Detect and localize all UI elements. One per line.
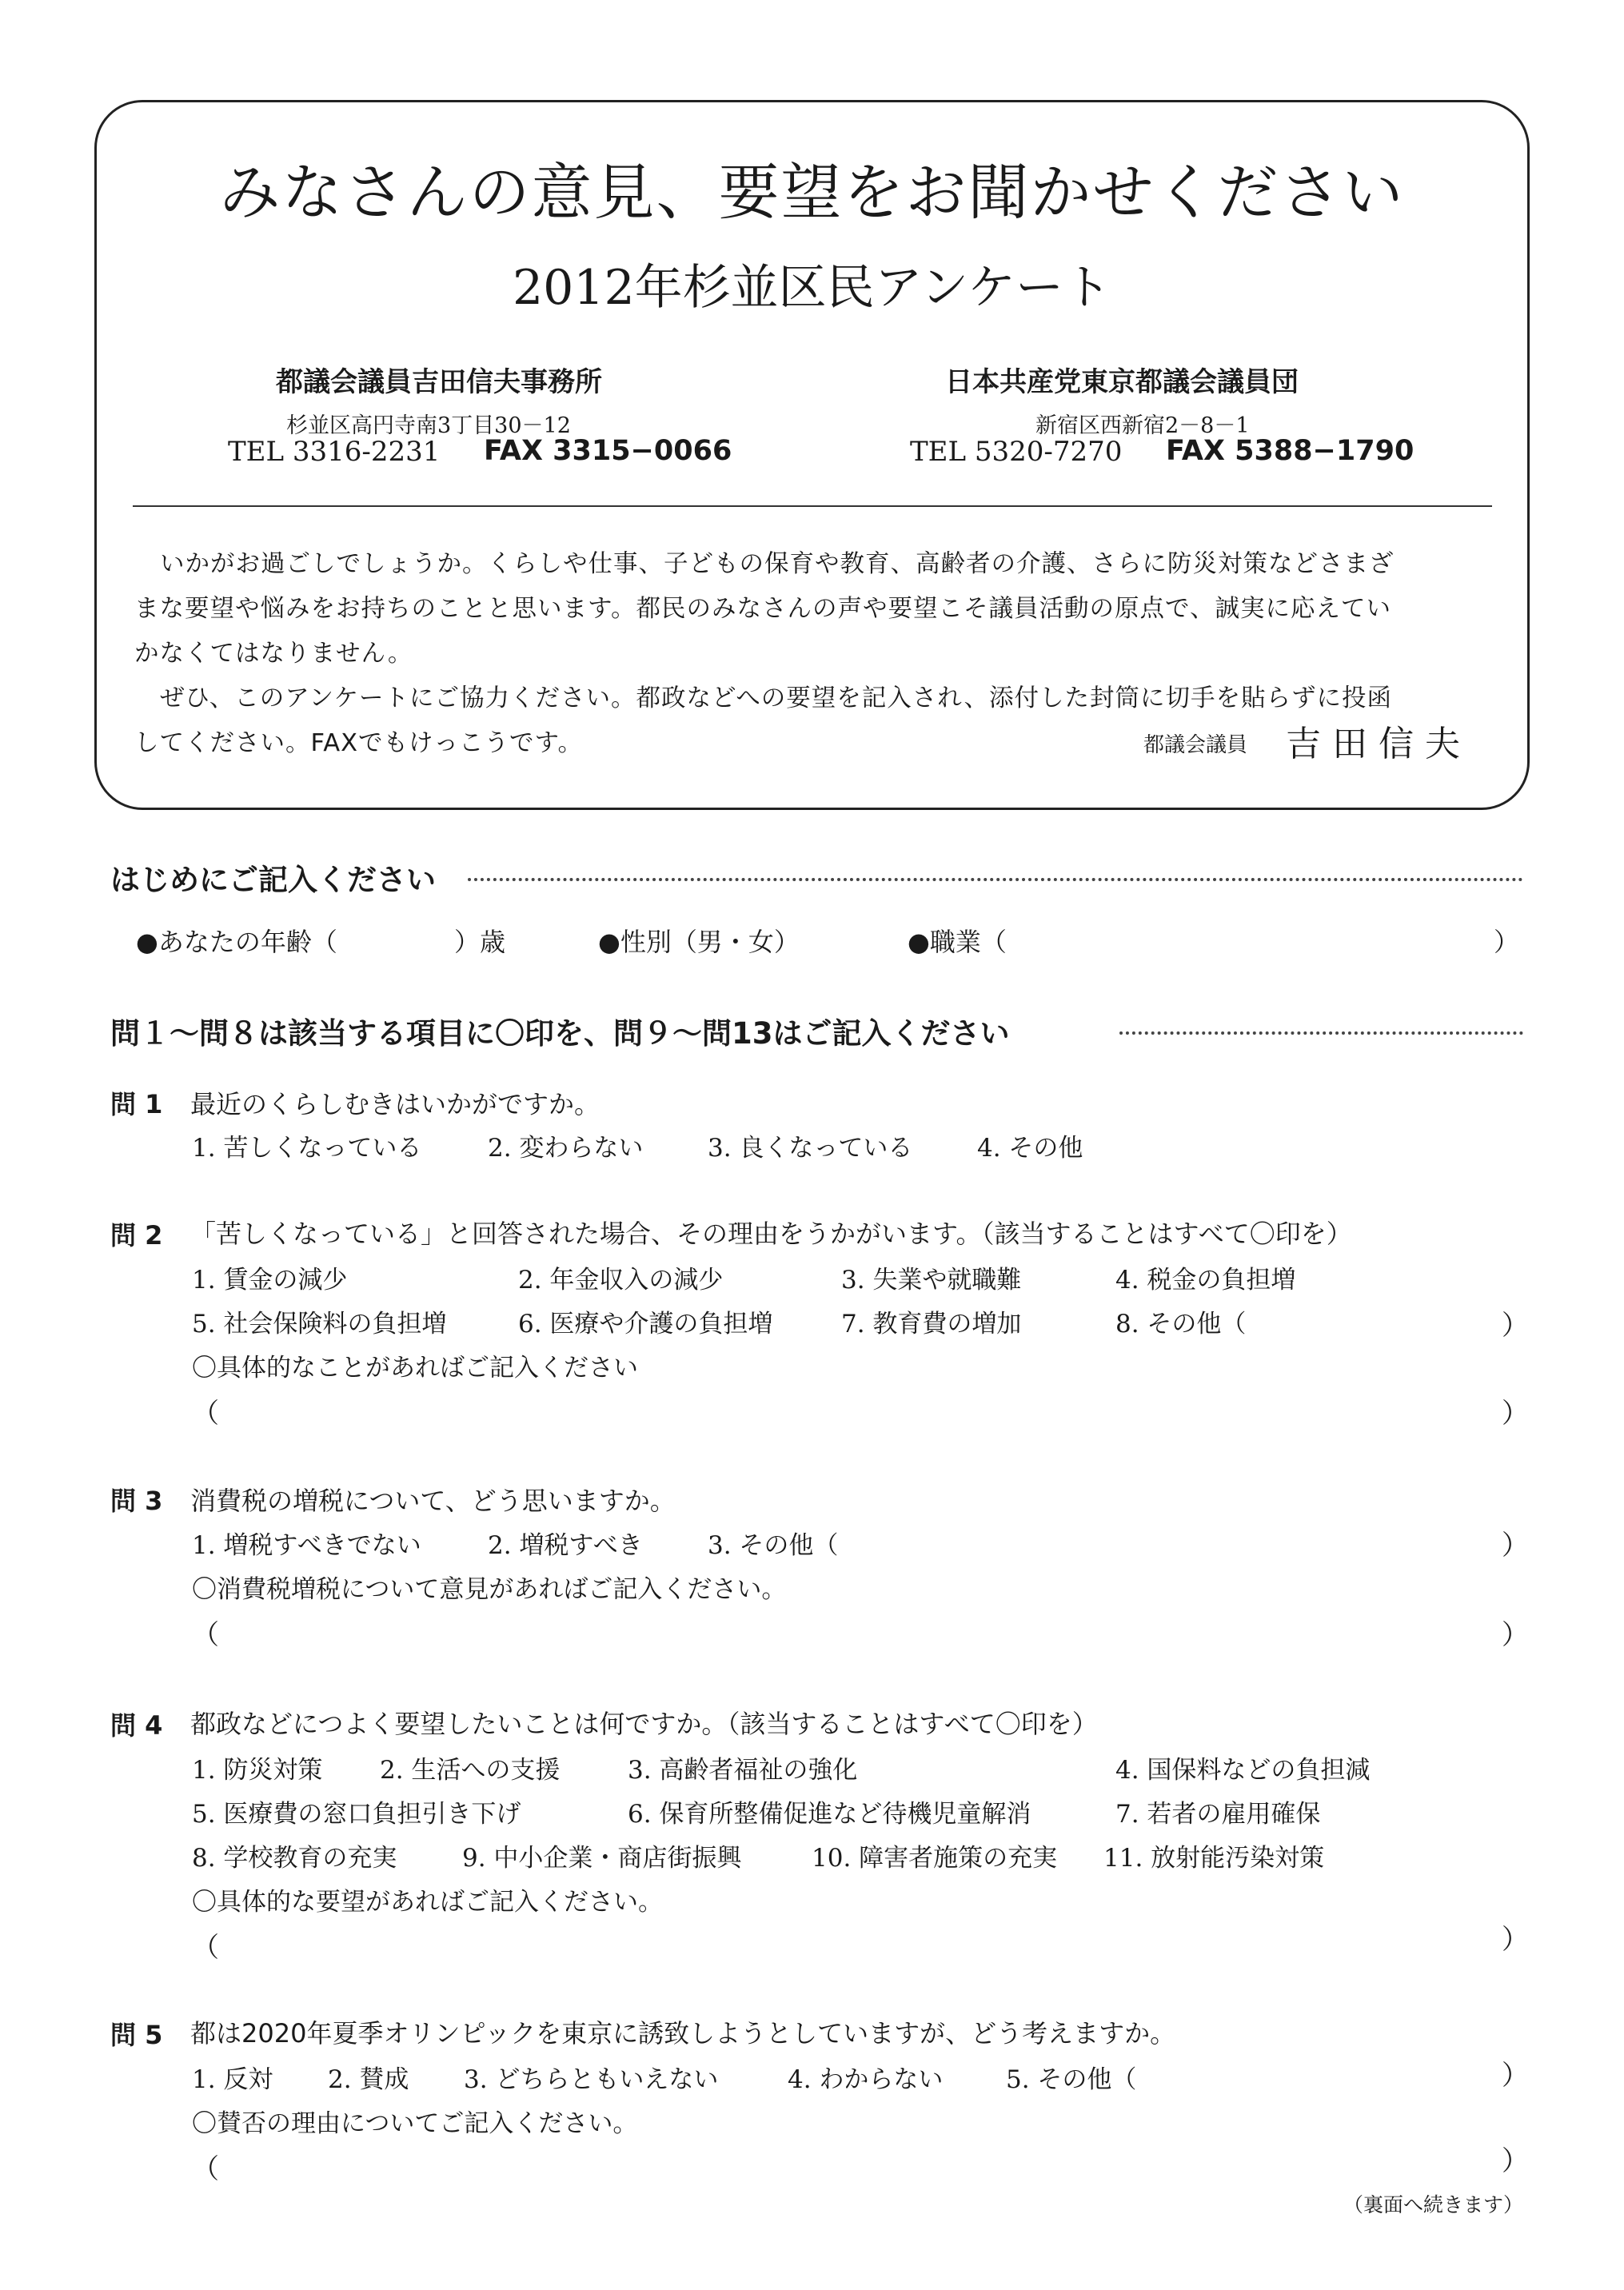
free-text-prompt: 〇賛否の理由についてご記入ください。 — [192, 2109, 638, 2138]
q4-option-9[interactable]: 9. 中小企業・商店街振興 — [462, 1844, 742, 1873]
q1-option-3[interactable]: 3. 良くなっている — [708, 1134, 913, 1163]
q5-option-4[interactable]: 4. わからない — [788, 2065, 944, 2094]
q2-option-5[interactable]: 5. 社会保険料の負担増 — [192, 1310, 447, 1338]
paren-close: ） — [1502, 1619, 1529, 1651]
q1-option-2[interactable]: 2. 変わらない — [488, 1134, 644, 1163]
paren-open[interactable]: （ — [192, 1619, 219, 1651]
paren-open[interactable]: （ — [192, 1398, 219, 1430]
page-subtitle: 2012年杉並区民アンケート — [512, 260, 1112, 316]
dotted-leader — [468, 878, 1523, 881]
q2-option-7[interactable]: 7. 教育費の増加 — [841, 1310, 1022, 1338]
q4-option-7[interactable]: 7. 若者の雇用確保 — [1115, 1800, 1321, 1829]
job-label: ●職業（ — [908, 927, 1007, 957]
left-office-tel: TEL 3316-2231 — [228, 436, 441, 468]
paren-close: ） — [1502, 1530, 1529, 1562]
intro-line-1: いかがお過ごしでしょうか。くらしや仕事、子どもの保育や教育、高齢者の介護、さらに防災対策などさまざ — [160, 550, 1395, 578]
q2-option-2[interactable]: 2. 年金収入の減少 — [518, 1266, 724, 1295]
q5-option-2[interactable]: 2. 賛成 — [328, 2065, 409, 2094]
question-number: 問 5 — [110, 2020, 163, 2050]
free-text-prompt: 〇消費税増税について意見があればご記入ください。 — [192, 1575, 787, 1604]
gender-label: ●性別（男・女） — [598, 927, 800, 957]
q5-option-1[interactable]: 1. 反対 — [192, 2065, 273, 2094]
paren-open[interactable]: （ — [192, 2153, 219, 2185]
intro-line-4: ぜひ、このアンケートにご協力ください。都政などへの要望を記入され、添付した封筒に切手を貼らずに投函 — [160, 684, 1393, 712]
intro-line-3: かなくてはなりません。 — [134, 640, 413, 668]
q1-option-1[interactable]: 1. 苦しくなっている — [192, 1134, 422, 1163]
q4-option-6[interactable]: 6. 保育所整備促進など待機児童解消 — [628, 1800, 1031, 1829]
free-text-prompt: 〇具体的なことがあればご記入ください — [192, 1354, 638, 1382]
q4-option-11[interactable]: 11. 放射能汚染対策 — [1103, 1844, 1325, 1873]
intro-line-2: まな要望や悩みをお持ちのことと思います。都民のみなさんの声や要望こそ議員活動の原点で、誠実に応えてい — [134, 595, 1391, 623]
left-office-address: 杉並区高円寺南3丁目30－12 — [286, 413, 571, 438]
left-office-name: 都議会議員吉田信夫事務所 — [276, 366, 602, 398]
signer-name: 吉田信夫 — [1286, 724, 1471, 764]
q4-option-2[interactable]: 2. 生活への支援 — [380, 1756, 561, 1785]
q2-option-8[interactable]: 8. その他（ — [1115, 1310, 1247, 1338]
q5-option-5[interactable]: 5. その他（ — [1006, 2065, 1137, 2094]
question-text: 都は2020年夏季オリンピックを東京に誘致しようとしていますが、どう考えますか。 — [190, 2018, 1176, 2049]
question-number: 問 4 — [110, 1710, 163, 1741]
paren-close: ） — [1502, 2145, 1529, 2177]
right-office-fax: FAX 5388−1790 — [1166, 435, 1415, 467]
q2-option-4[interactable]: 4. 税金の負担増 — [1115, 1266, 1296, 1295]
q1-option-4[interactable]: 4. その他 — [977, 1134, 1083, 1163]
right-office-tel: TEL 5320-7270 — [910, 436, 1123, 468]
q3-option-1[interactable]: 1. 増税すべきでない — [192, 1531, 421, 1560]
paren-close: ） — [1502, 2060, 1529, 2092]
paren-open[interactable]: （ — [192, 1932, 219, 1964]
q4-option-10[interactable]: 10. 障害者施策の充実 — [812, 1844, 1058, 1873]
question-text: 都政などにつよく要望したいことは何ですか。（該当することはすべて〇印を） — [190, 1709, 1098, 1739]
question-number: 問 2 — [110, 1220, 163, 1251]
free-text-prompt: 〇具体的な要望があればご記入ください。 — [192, 1888, 663, 1917]
q4-option-1[interactable]: 1. 防災対策 — [192, 1756, 323, 1785]
age-unit: ）歳 — [454, 927, 506, 957]
continue-note: （裏面へ続きます） — [1343, 2193, 1524, 2216]
question-text: 消費税の増税について、どう思いますか。 — [190, 1486, 676, 1516]
section-heading-instructions: 問１～問８は該当する項目に〇印を、問９～問13はご記入ください — [110, 1016, 1010, 1051]
question-text: 最近のくらしむきはいかがですか。 — [190, 1089, 601, 1119]
question-number: 問 3 — [110, 1486, 163, 1516]
q2-option-1[interactable]: 1. 賃金の減少 — [192, 1266, 348, 1295]
paren-close: ） — [1502, 1924, 1529, 1956]
age-label: ●あなたの年齢（ — [136, 927, 337, 957]
q2-option-3[interactable]: 3. 失業や就職難 — [841, 1266, 1022, 1295]
q3-option-2[interactable]: 2. 増税すべき — [488, 1531, 643, 1560]
right-office-name: 日本共産党東京都議会議員団 — [945, 366, 1299, 398]
q3-option-3[interactable]: 3. その他（ — [708, 1531, 839, 1560]
q4-option-4[interactable]: 4. 国保料などの負担減 — [1115, 1756, 1371, 1785]
dotted-leader — [1119, 1031, 1523, 1035]
q5-option-3[interactable]: 3. どちらともいえない — [464, 2065, 719, 2094]
header-divider — [133, 505, 1492, 507]
paren-close: ） — [1502, 1310, 1529, 1342]
q4-option-5[interactable]: 5. 医療費の窓口負担引き下げ — [192, 1800, 521, 1829]
left-office-fax: FAX 3315−0066 — [484, 435, 732, 467]
job-close: ） — [1494, 927, 1520, 957]
signer-role: 都議会議員 — [1143, 733, 1248, 757]
section-heading-personal: はじめにご記入ください — [110, 863, 436, 897]
q4-option-8[interactable]: 8. 学校教育の充実 — [192, 1844, 397, 1873]
question-number: 問 1 — [110, 1089, 163, 1119]
intro-line-5: してください。FAXでもけっこうです。 — [134, 729, 584, 757]
paren-close: ） — [1502, 1398, 1529, 1430]
right-office-address: 新宿区西新宿2－8－1 — [1035, 413, 1250, 438]
question-text: 「苦しくなっている」と回答された場合、その理由をうかがいます。（該当することはすべて〇印を） — [190, 1219, 1352, 1249]
page-title: みなさんの意見、要望をお聞かせください — [219, 157, 1405, 228]
q2-option-6[interactable]: 6. 医療や介護の負担増 — [518, 1310, 773, 1338]
q4-option-3[interactable]: 3. 高齢者福祉の強化 — [628, 1756, 858, 1785]
